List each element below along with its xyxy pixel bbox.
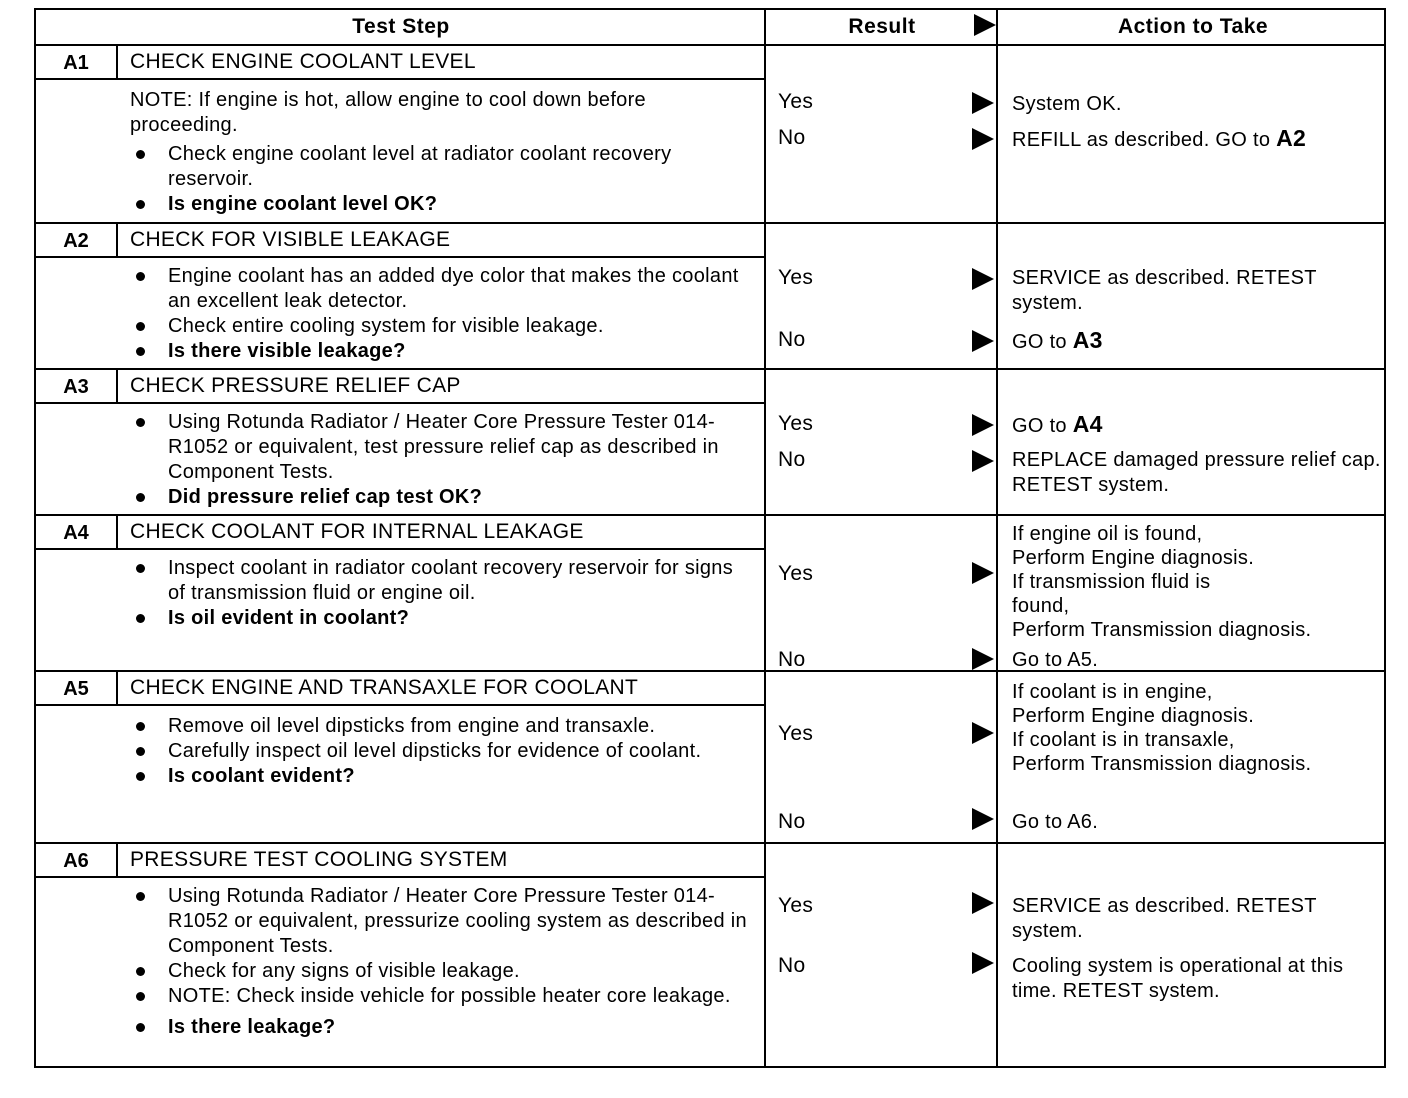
action-no: Cooling system is operational at this time. RETEST system. [1012,955,1344,1002]
step-id: A1 [36,46,118,80]
arrow-icon [972,648,994,670]
step-row-a1 [36,46,1384,224]
action-yes: GO to A4 [1012,411,1103,437]
step-row-a5 [36,672,1384,844]
arrow-icon [972,92,994,114]
step-bullet: NOTE: Check inside vehicle for possible heater core leakage. [130,984,756,1009]
step-body [118,556,766,631]
step-title: CHECK PRESSURE RELIEF CAP [118,370,766,404]
action-yes: SERVICE as described. RETEST system. [1012,267,1317,314]
result-yes: Yes [778,894,814,917]
step-bullet: Remove oil level dipsticks from engine and transaxle. [130,714,756,739]
result-no: No [778,448,806,471]
table-header [36,10,1384,46]
step-row-a4 [36,516,1384,672]
step-bullet: Check entire cooling system for visible leakage. [130,314,756,339]
result-no: No [778,648,806,671]
action-no: Go to A6. [1012,811,1099,833]
header-result: Result [848,15,916,38]
arrow-icon [972,268,994,290]
step-body [118,410,766,510]
action-no: GO to A3 [1012,327,1103,353]
action-no: REFILL as described. GO to A2 [1012,125,1307,151]
step-body [118,884,766,1040]
step-title: PRESSURE TEST COOLING SYSTEM [118,844,766,878]
step-row-a2 [36,224,1384,370]
step-row-a6 [36,844,1384,1066]
header-action: Action to Take [1117,15,1269,38]
step-title: CHECK ENGINE AND TRANSAXLE FOR COOLANT [118,672,766,706]
result-yes: Yes [778,562,814,585]
result-yes: Yes [778,412,814,435]
step-title: CHECK ENGINE COOLANT LEVEL [118,46,766,80]
step-question: Is oil evident in coolant? [130,606,756,631]
step-title: CHECK COOLANT FOR INTERNAL LEAKAGE [118,516,766,550]
step-question: Did pressure relief cap test OK? [130,485,756,510]
step-id: A3 [36,370,118,404]
step-bullet: Engine coolant has an added dye color that makes the coolant an excellent leak detector. [130,264,756,314]
step-body [118,88,766,217]
step-question: Is coolant evident? [130,764,756,789]
action-no: Go to A5. [1012,649,1099,671]
arrow-icon [972,562,994,584]
result-no: No [778,954,806,977]
result-no: No [778,810,806,833]
arrow-icon [972,330,994,352]
step-id: A5 [36,672,118,706]
result-yes: Yes [778,90,814,113]
action-yes: SERVICE as described. RETEST system. [1012,895,1317,942]
action-yes: If coolant is in engine, Perform Engine diagnosis. If coolant is in transaxle, Perform Transmission diagnosis. [1012,681,1312,775]
result-yes: Yes [778,266,814,289]
step-note: NOTE: If engine is hot, allow engine to cool down before proceeding. [130,89,646,136]
arrow-icon [972,450,994,472]
header-arrow-icon [974,14,996,36]
step-id: A4 [36,516,118,550]
result-no: No [778,126,806,149]
step-bullet: Check for any signs of visible leakage. [130,959,756,984]
step-question: Is there leakage? [130,1015,756,1040]
step-bullet: Check engine coolant level at radiator coolant recovery reservoir. [130,142,756,192]
result-yes: Yes [778,722,814,745]
step-question: Is engine coolant level OK? [130,192,756,217]
step-body [118,264,766,364]
step-bullet: Using Rotunda Radiator / Heater Core Pressure Tester 014-R1052 or equivalent, pressurize cooling system as described in Component Tests. [130,884,756,959]
arrow-icon [972,722,994,744]
action-yes: System OK. [1012,93,1122,115]
result-no: No [778,328,806,351]
diagnostic-table [34,8,1386,1068]
step-bullet: Carefully inspect oil level dipsticks for evidence of coolant. [130,739,756,764]
step-bullet: Inspect coolant in radiator coolant recovery reservoir for signs of transmission fluid or engine oil. [130,556,756,606]
header-test-step: Test Step [352,15,450,38]
step-body [118,714,766,789]
arrow-icon [972,952,994,974]
step-bullet: Using Rotunda Radiator / Heater Core Pressure Tester 014-R1052 or equivalent, test pressure relief cap as described in Component Tests. [130,410,756,485]
arrow-icon [972,128,994,150]
arrow-icon [972,892,994,914]
arrow-icon [972,808,994,830]
action-no: REPLACE damaged pressure relief cap. RETEST system. [1012,449,1381,496]
arrow-icon [972,414,994,436]
step-row-a3 [36,370,1384,516]
step-question: Is there visible leakage? [130,339,756,364]
step-title: CHECK FOR VISIBLE LEAKAGE [118,224,766,258]
step-id: A6 [36,844,118,878]
step-id: A2 [36,224,118,258]
action-yes: If engine oil is found, Perform Engine diagnosis. If transmission fluid is found, Perform Transmission diagnosis. [1012,523,1312,641]
